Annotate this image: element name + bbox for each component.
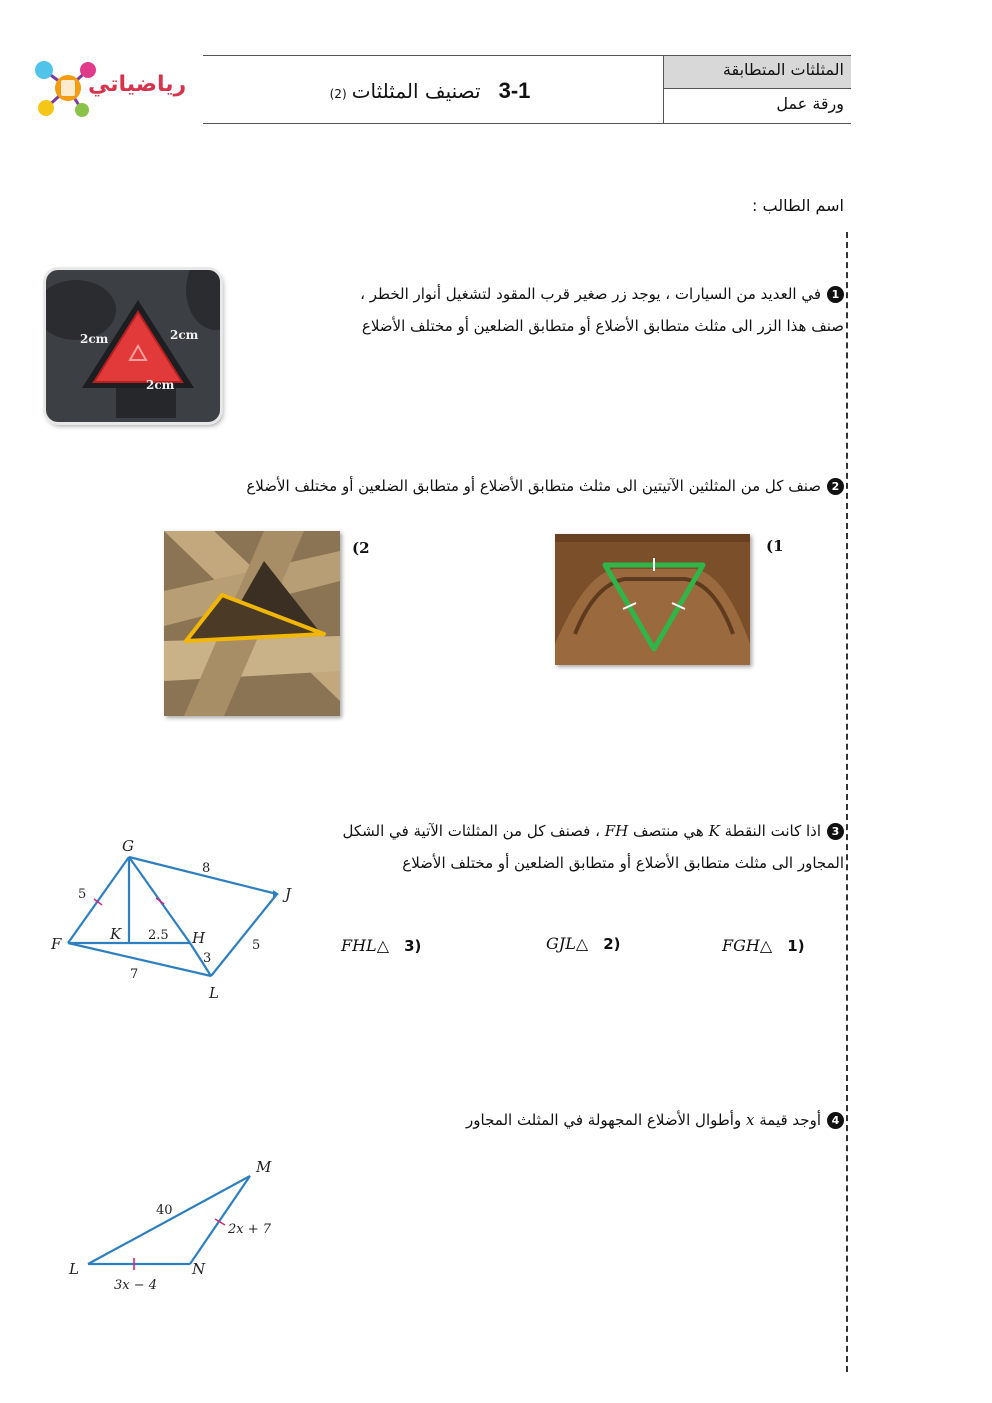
q1-side-label-bottom: 2cm: [146, 378, 175, 392]
q1-line1: في العديد من السيارات ، يوجد زر صغير قرب المقود لتشغيل أنوار الخطر ،: [360, 285, 821, 303]
q2-photo-1: [555, 534, 750, 665]
margin-rule: [846, 232, 848, 1372]
q4-text-a: أوجد قيمة: [759, 1111, 821, 1129]
q2-label-2: (2: [352, 539, 370, 557]
title-suffix: (2): [329, 87, 347, 101]
q4-text: [400, 1104, 844, 1136]
logo-text: رياضياتي: [88, 72, 187, 97]
vertex-G: G: [122, 837, 134, 855]
q3-bullet: 3: [827, 823, 844, 840]
q1-bullet: 1: [827, 286, 844, 303]
q4-var: x: [746, 1111, 755, 1129]
length-MN: 2x + 7: [228, 1222, 272, 1237]
q3-item-2-num: (2: [603, 935, 621, 953]
q1-side-label-right: 2cm: [170, 328, 199, 342]
q3-item-3: [341, 936, 421, 955]
q3-item-2-triangle: △GJL: [546, 934, 589, 953]
vertex-J: J: [285, 885, 292, 903]
q2-line: صنف كل من المثلثين الآتيتين الى مثلث متطابق الأضلاع أو متطابق الضلعين أو مختلف الأضلاع: [246, 477, 821, 495]
q2-photo-2: [164, 531, 340, 716]
q3-segment: FH: [604, 822, 629, 840]
sheet-type: ورقة عمل: [776, 94, 844, 113]
title-number: 3-1: [498, 78, 531, 103]
vertex-K: K: [110, 925, 122, 943]
length-LN: 3x − 4: [114, 1278, 158, 1293]
q4-figure-svg: [60, 1150, 300, 1300]
student-name-label: اسم الطالب :: [752, 196, 844, 215]
q3-item-3-triangle: △FHL: [341, 936, 389, 955]
q3-figure-svg: [40, 830, 310, 1010]
q3-point: K: [708, 822, 720, 840]
vertex-N: N: [192, 1260, 206, 1278]
q1-line2: صنف هذا الزر الى مثلث متطابق الأضلاع أو متطابق الضلعين أو مختلف الأضلاع: [361, 317, 844, 335]
vertex-F: F: [51, 935, 62, 953]
q2-bullet: 2: [827, 478, 844, 495]
q4-text-b: وأطوال الأضلاع المجهولة في المثلث المجاور: [466, 1111, 742, 1129]
q3-item-1: [722, 936, 805, 955]
length-HL: 3: [203, 951, 212, 966]
q2-label-1: (1: [766, 537, 784, 555]
vertex-L: L: [209, 984, 219, 1002]
segment-FL: [68, 943, 211, 976]
logo: [30, 52, 187, 122]
q4-figure: [60, 1150, 300, 1300]
q3-line2: المجاور الى مثلث متطابق الأضلاع أو متطابق الضلعين أو مختلف الأضلاع: [402, 854, 844, 872]
segment-MN: [190, 1176, 250, 1264]
length-LM: 40: [156, 1203, 173, 1218]
q2-text: [230, 470, 844, 502]
vertex-L: L: [69, 1260, 79, 1278]
vertex-M: M: [256, 1158, 272, 1176]
length-FG: 5: [78, 887, 87, 902]
q3-line1-c: ، فصنف كل من المثلثات الآتية في الشكل: [342, 822, 600, 840]
q3-item-1-triangle: △FGH: [722, 936, 773, 955]
q3-text: [330, 815, 844, 879]
title-text: تصنيف المثلثات: [351, 79, 481, 103]
length-FL: 7: [130, 967, 139, 982]
q3-figure: [40, 830, 310, 1010]
q3-item-2: [546, 934, 621, 953]
q1-side-label-left: 2cm: [80, 332, 109, 346]
q3-item-3-num: (3: [404, 937, 422, 955]
page-title: [300, 78, 560, 104]
hazard-button-photo: [46, 270, 220, 422]
length-JL: 5: [252, 938, 261, 953]
q1-text: [330, 278, 844, 342]
segment-LM: [88, 1176, 250, 1264]
vertex-H: H: [192, 929, 206, 947]
q3-line1-a: اذا كانت النقطة: [724, 822, 821, 840]
q3-item-1-num: (1: [787, 937, 805, 955]
q3-line1-b: هي منتصف: [633, 822, 704, 840]
unit-name: المثلثات المتطابقة: [722, 60, 844, 79]
segment-JL: [211, 894, 277, 976]
length-KH: 2.5: [148, 928, 169, 943]
q4-bullet: 4: [827, 1112, 844, 1129]
length-GJ: 8: [202, 861, 211, 876]
